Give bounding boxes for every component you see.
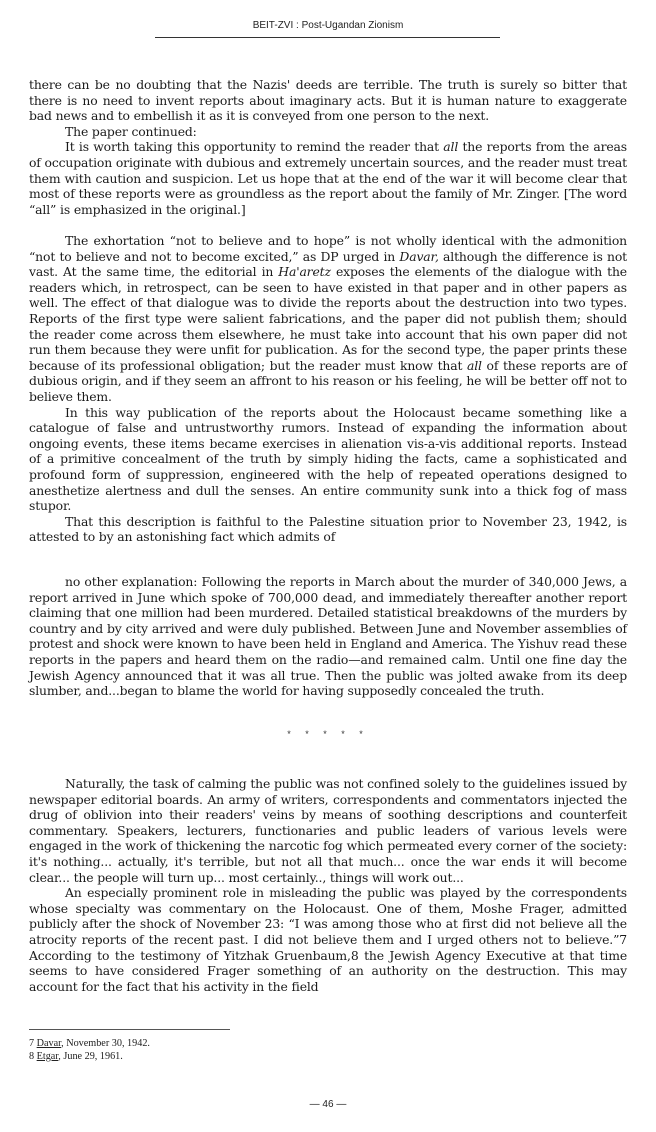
text-block-4 xyxy=(29,776,627,994)
text-block-3 xyxy=(29,574,627,699)
quoted-paragraph: It is worth taking this opportunity to remind the reader that all the reports from the areas of occupation originate with dubious and extremely uncertain sources, and the reader must treat them with caution and suspicion. Let us hope that at the end of the war it will become clear that most of these reports were as groundless as the report about the family of Mr. Zinger. [The word “all” is emphasized in the original.] xyxy=(29,139,627,217)
emphasis: all xyxy=(443,139,459,155)
paragraph: no other explanation: Following the reports in March about the murder of 340,000 Jews, a report arrived in June which spoke of 700,000 dead, and immediately thereafter another report claiming that one million had been murdered. Detailed statistical breakdowns of the murders by country and by city arrived and were duly published. Between June and November assemblies of protest and shock were known to have been held in England and America. The Yishuv read these reports in the papers and heard them on the radio—and remained calm. Until one fine day the Jewish Agency announced that it was all true. Then the public was jolted awake from its deep slumber, and...began to blame the world for having supposedly concealed the truth. xyxy=(29,574,627,699)
text-block-2 xyxy=(29,233,627,545)
paragraph: That this description is faithful to the Palestine situation prior to November 23, 1942, is attested to by an astonishing fact which admits of xyxy=(29,513,627,545)
paragraph: there can be no doubting that the Nazis' deeds are terrible. The truth is surely so bitter that there is no need to invent reports about imaginary acts. But it is human nature to exaggerate bad news and to embellish it as it is conveyed from one person to the next. xyxy=(29,77,627,124)
running-header: BEIT-ZVI : Post-Ugandan Zionism xyxy=(252,20,404,31)
footnote-8: 8 Etgar, June 29, 1961. xyxy=(29,1050,123,1062)
paragraph: The exhortation “not to believe and to hope” is not wholly identical with the admonition “not to believe and not to become excited,” as DP urged in Davar, although the difference is not vast. At the same time, the editorial in Ha'aretz exposes the elements of the dialogue with the readers which, in retrospect, can be seen to have existed in that paper and in other papers as well. The effect of that dialogue was to divide the reports about the destruction into two types. Reports of the first type were salient fabrications, and the paper did not publish them; should the reader come across them elsewhere, he must take into account that his own paper did not run them because they were unfit for publication. As for the second type, the paper prints these because of its professional obligation; but the reader must know that all of these reports are of dubious origin, and if they seem an affront to his reason or his feeling, he will be better off not to believe them. xyxy=(29,233,627,404)
footnote-7: 7 Davar, November 30, 1942. xyxy=(29,1038,150,1049)
text-block-1 xyxy=(29,77,627,217)
page-number: — 46 — xyxy=(309,1099,347,1110)
paragraph: An especially prominent role in misleading the public was played by the correspondents whose specialty was commentary on the Holocaust. One of them, Moshe Frager, admitted publicly after the shock of November 23: “I was among those who at first did not believe all the atrocity reports of the recent past. I did not believe them and I urged others not to believe.”7 According to the testimony of Yitzhak Gruenbaum,8 the Jewish Agency Executive at that time seems to have considered Frager something of an authority on the destruction. This may account for the fact that his activity in the field xyxy=(29,885,627,994)
footnote-source: Davar xyxy=(36,1038,62,1049)
section-separator: * * * * * xyxy=(287,729,369,739)
header-rule xyxy=(155,37,500,38)
paragraph: In this way publication of the reports about the Holocaust became something like a catalogue of false and untrustworthy rumors. Instead of expanding the information about ongoing events, these items became exercises in alienation vis-a-vis additional reports. Instead of a primitive concealment of the truth by simply hiding the facts, came a sophisticated and profound form of suppression, engineered with the help of repeated operations designed to anesthetize alertness and dull the senses. An entire community sunk into a thick fog of mass stupor. xyxy=(29,404,627,514)
footnote-source: Etgar xyxy=(36,1050,59,1062)
emphasis: Ha'aretz xyxy=(278,264,331,280)
footnotes xyxy=(29,1038,150,1063)
paragraph: The paper continued: xyxy=(65,123,197,139)
paragraph: Naturally, the task of calming the public was not confined solely to the guidelines issued by newspaper editorial boards. An army of writers, correspondents and commentators injected the drug of oblivion into their readers' veins by means of soothing descriptions and counterfeit commentary. Speakers, lecturers, functionaries and public leaders of various levels were engaged in the work of thickening the narcotic fog which permeated every corner of the society: it's nothing... actually, it's terrible, but not all that much... once the war ends it will become clear... the people will turn up... most certainly.., things will work out... xyxy=(29,776,627,885)
emphasis: Davar, xyxy=(399,248,439,264)
emphasis: all xyxy=(466,357,482,373)
footnote-rule xyxy=(29,1029,230,1030)
